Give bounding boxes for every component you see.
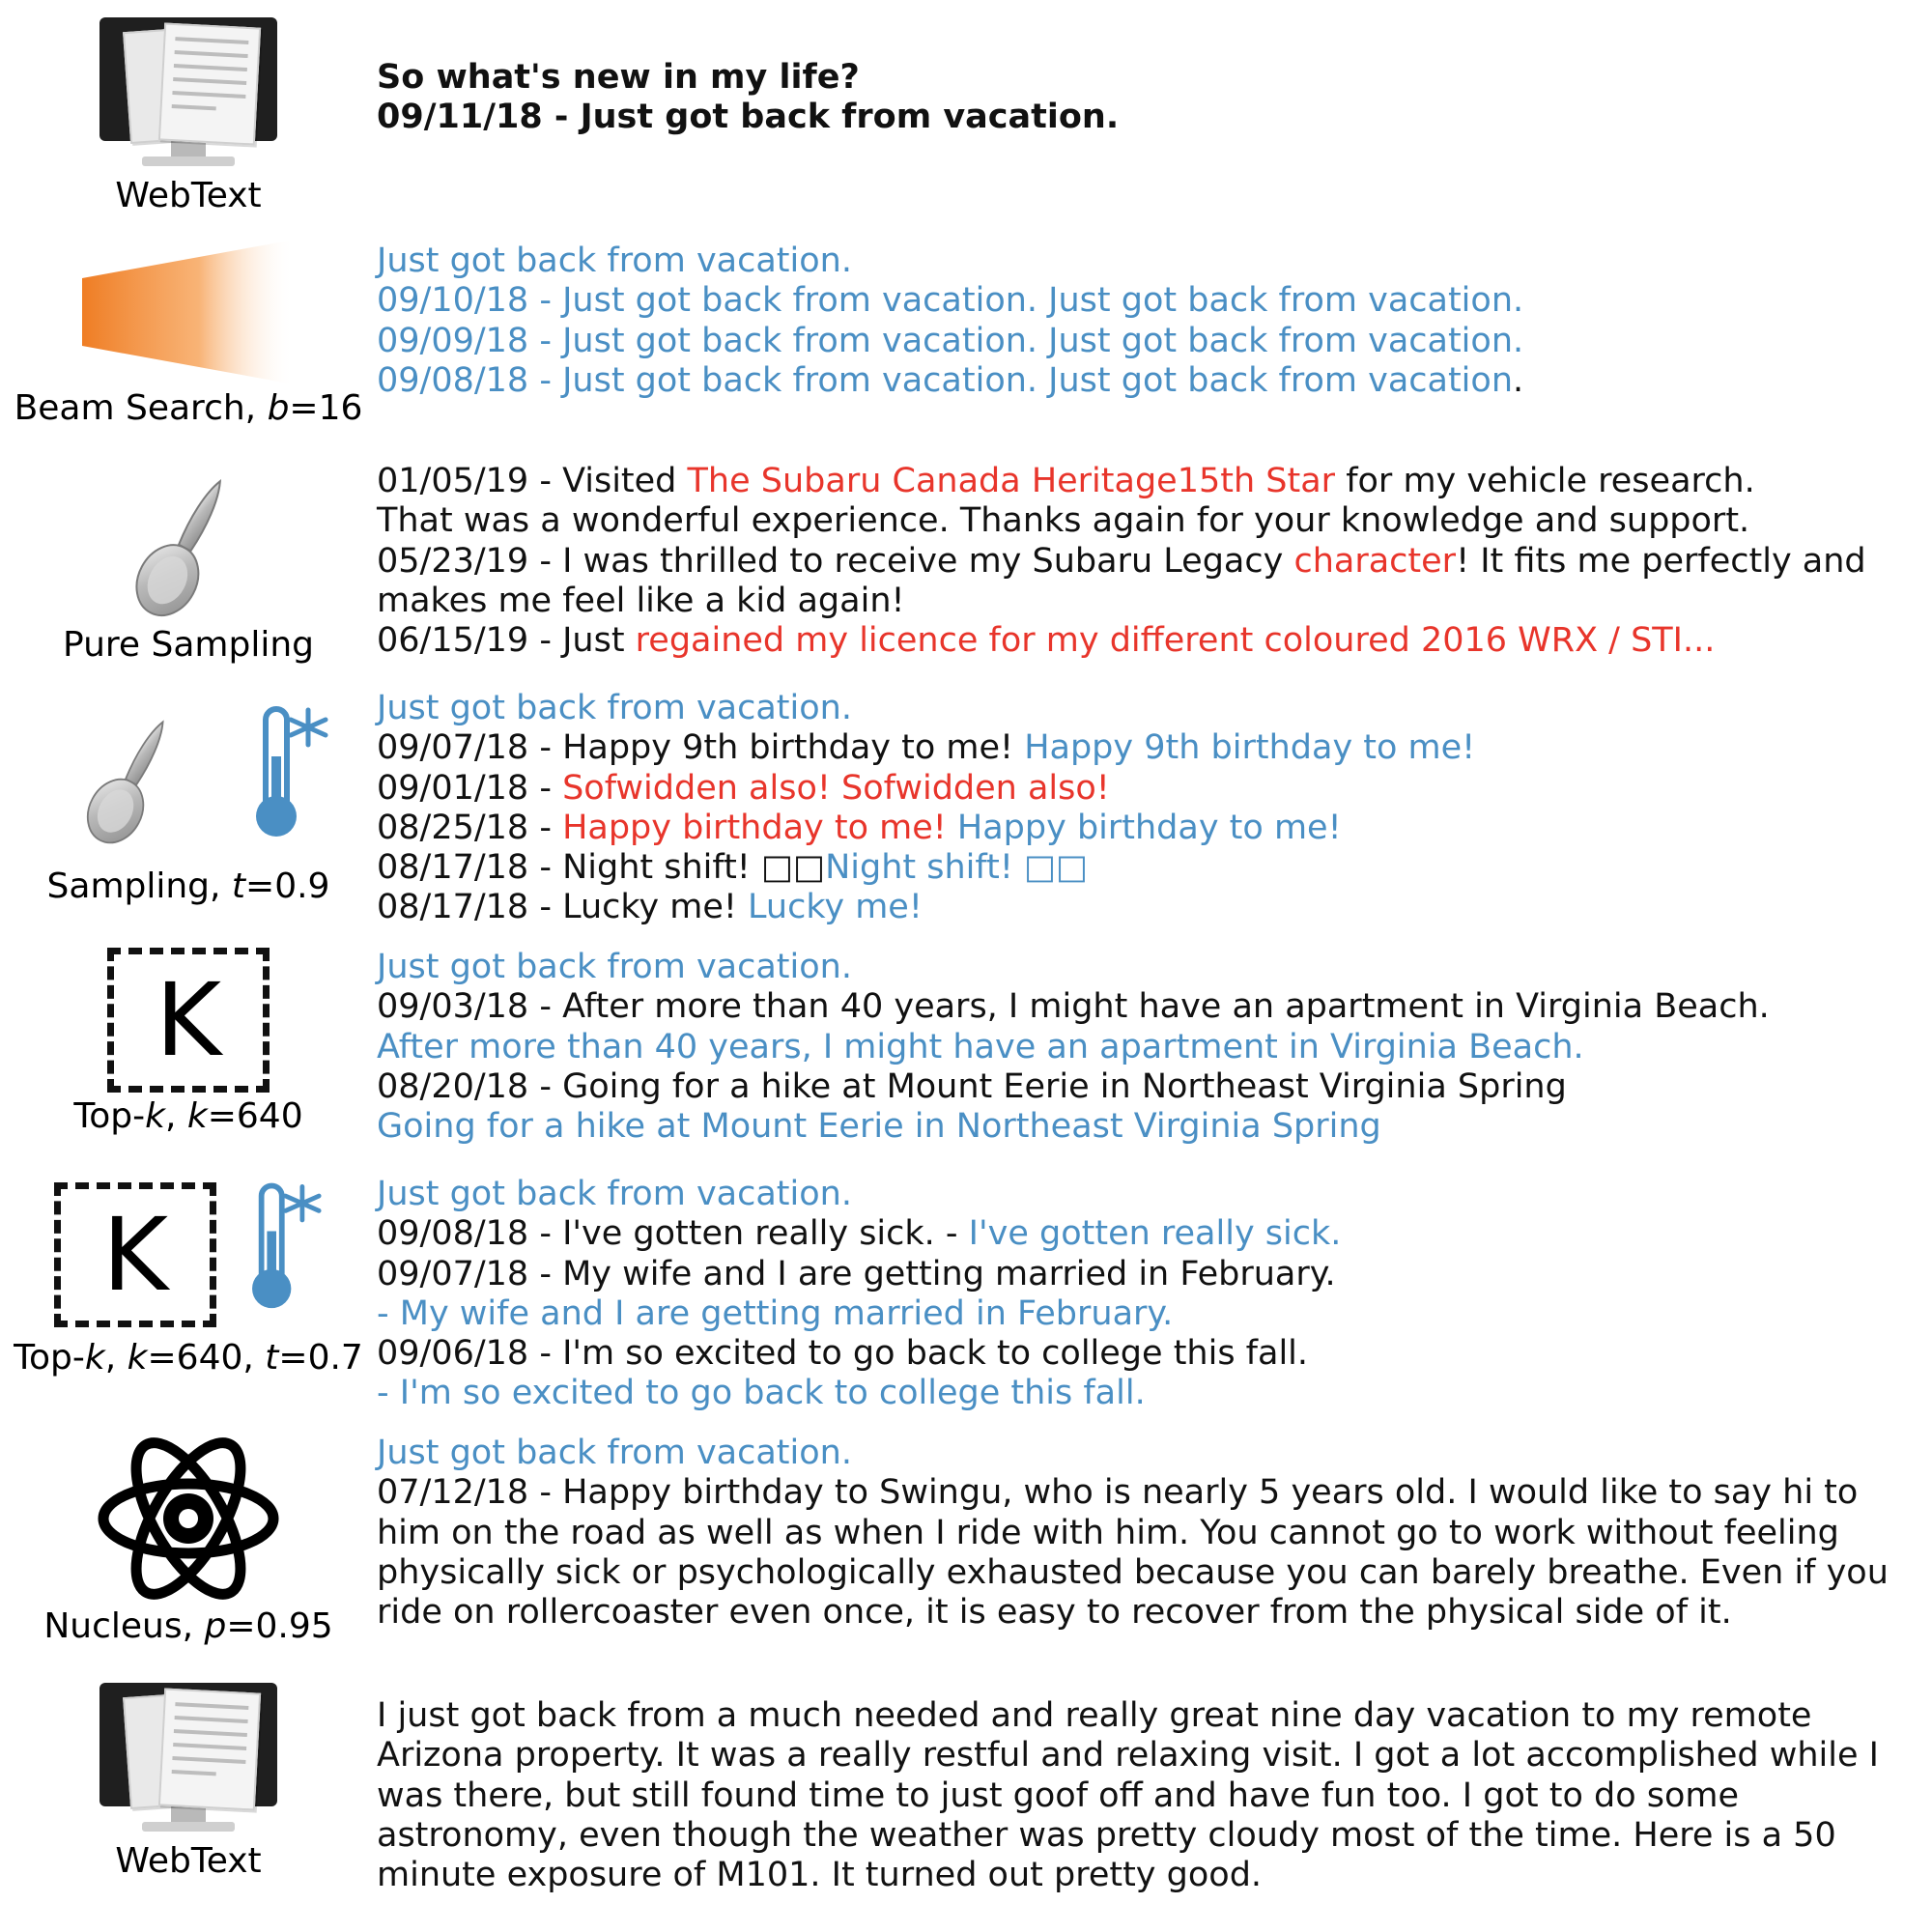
generated-line: - I'm so excited to go back to college this fall. (377, 1374, 1146, 1413)
generated-line: ride on rollercoaster even once, it is easy to recover from the physical side of it. (377, 1593, 1732, 1633)
nucleus-atom-icon (92, 1434, 285, 1603)
webtext-monitor-icon (92, 1683, 285, 1837)
caption-text: Pure Sampling (63, 625, 314, 665)
caption-tail: =0.95 (226, 1606, 333, 1646)
icon-caption-top-k-temperature (14, 1338, 363, 1378)
generated-line: 08/17/18 - Lucky me! Lucky me! (377, 888, 923, 927)
icon-caption-webtext-top (115, 176, 261, 215)
generated-line: I just got back from a much needed and really great nine day vacation to my remote (377, 1696, 1812, 1735)
icon-column (0, 1434, 377, 1646)
row-webtext-prompt (0, 17, 1932, 240)
generated-line: astronomy, even though the weather was pretty cloudy most of the time. Here is a 50 (377, 1815, 1836, 1855)
caption-italic: k (145, 1096, 165, 1136)
icon-column (0, 1683, 377, 1881)
beam-cone-icon (72, 240, 304, 384)
top-k-box-icon (107, 948, 270, 1093)
generated-line: Just got back from vacation. (377, 1175, 852, 1213)
thermometer-icon (230, 1175, 323, 1334)
icon-column (0, 689, 377, 906)
top-k-box-icon (54, 1182, 216, 1327)
generated-line: Just got back from vacation. (377, 242, 852, 280)
text-webtext-gold (377, 1683, 1932, 1895)
generated-line: After more than 40 years, I might have an apartment in Virginia Beach. (377, 1027, 1584, 1066)
generated-line: Arizona property. It was a really restful and relaxing visit. I got a lot accomplished while I (377, 1736, 1879, 1776)
row-top-k-temperature (0, 1175, 1932, 1434)
generated-line: was there, but still found time to just goof off and have fun too. I got to do some (377, 1776, 1740, 1815)
caption-text: Nucleus, (43, 1606, 205, 1646)
text-beam-search (377, 240, 1932, 401)
generated-line: makes me feel like a kid again! (377, 581, 905, 620)
generated-line: - My wife and I are getting married in February. (377, 1293, 1174, 1333)
generated-line: That was a wonderful experience. Thanks again for your knowledge and support. (377, 501, 1750, 541)
generated-line: 09/08/18 - I've gotten really sick. - I've gotten really sick. (377, 1214, 1342, 1254)
icon-column (0, 1175, 377, 1378)
caption-tail: =640 (207, 1096, 303, 1136)
icon-column (0, 240, 377, 428)
webtext-monitor-icon (92, 17, 285, 172)
caption-italic: p (204, 1606, 227, 1646)
generated-line: him on the road as well as when I ride with him. You cannot go to work without feeling (377, 1513, 1839, 1552)
text-top-k (377, 948, 1932, 1147)
row-sampling-t09 (0, 689, 1932, 948)
row-top-k (0, 948, 1932, 1175)
generated-line: 09/06/18 - I'm so excited to go back to college this fall. (377, 1334, 1309, 1374)
caption-italic: k (84, 1338, 105, 1378)
generated-line: minute exposure of M101. It turned out pretty good. (377, 1856, 1263, 1895)
generated-line: 08/17/18 - Night shift! □□Night shift! □□ (377, 848, 1089, 888)
caption-text: WebText (115, 176, 262, 215)
generated-line: 09/01/18 - Sofwidden also! Sofwidden also! (377, 768, 1110, 808)
letter-k: K (101, 1195, 169, 1314)
caption-italic-3: t (265, 1338, 279, 1378)
icon-column (0, 948, 377, 1136)
icon-column (0, 17, 377, 215)
icon-caption-beam-search (14, 388, 363, 428)
generated-line: Just got back from vacation. (377, 689, 852, 727)
caption-italic: t (231, 867, 246, 906)
caption-text: Sampling, (46, 867, 232, 906)
spoon-thermometer-icon (47, 689, 329, 863)
generated-line: 01/05/19 - Visited The Subaru Canada Heritage15th Star for my vehicle research. (377, 462, 1755, 500)
caption-text: WebText (115, 1841, 262, 1881)
text-top-k-temperature (377, 1175, 1932, 1414)
caption-tail: =16 (289, 388, 363, 428)
generated-line: Going for a hike at Mount Eerie in Northeast Virginia Spring (377, 1107, 1381, 1147)
generated-line: 07/12/18 - Happy birthday to Swingu, who is nearly 5 years old. I would like to say hi to (377, 1473, 1859, 1513)
row-webtext-gold (0, 1683, 1932, 1910)
generated-line: 09/07/18 - My wife and I are getting married in February. (377, 1254, 1336, 1293)
generated-line: 05/23/19 - I was thrilled to receive my Subaru Legacy character! It fits me perfectly and (377, 541, 1866, 581)
top-k-temperature-icon (54, 1175, 323, 1334)
text-pure-sampling (377, 462, 1932, 661)
caption-text: Top- (14, 1338, 85, 1378)
spoon-icon (92, 462, 285, 621)
caption-italic-2: k (186, 1096, 208, 1136)
icon-caption-webtext-bottom (115, 1841, 261, 1881)
generated-line: 08/25/18 - Happy birthday to me! Happy birthday to me! (377, 808, 1342, 847)
caption-tail-2: =0.7 (278, 1338, 363, 1378)
icon-caption-top-k (73, 1096, 302, 1136)
generated-line: 09/08/18 - Just got back from vacation. Just got back from vacation. (377, 360, 1524, 400)
generated-line: 09/10/18 - Just got back from vacation. Just got back from vacation. (377, 281, 1524, 321)
caption-text: Top- (73, 1096, 146, 1136)
generated-line: 08/20/18 - Going for a hike at Mount Eerie in Northeast Virginia Spring (377, 1066, 1567, 1106)
caption-italic: b (267, 388, 290, 428)
letter-k: K (155, 961, 222, 1079)
caption-italic-2: k (127, 1338, 148, 1378)
generated-line: 09/09/18 - Just got back from vacation. Just got back from vacation. (377, 321, 1524, 360)
row-nucleus (0, 1434, 1932, 1683)
row-pure-sampling (0, 462, 1932, 689)
icon-caption-sampling-t09 (47, 867, 330, 906)
caption-text: Beam Search, (14, 388, 268, 428)
prompt-line-2: 09/11/18 - Just got back from vacation. (377, 98, 1120, 137)
icon-caption-nucleus (43, 1606, 332, 1646)
icon-column (0, 462, 377, 665)
generated-line: 06/15/19 - Just regained my licence for my different coloured 2016 WRX / STI... (377, 621, 1716, 661)
generated-line: 09/07/18 - Happy 9th birthday to me! Happy 9th birthday to me! (377, 728, 1476, 768)
caption-tail: =640, (147, 1338, 266, 1378)
generated-line: Just got back from vacation. (377, 948, 852, 986)
prompt-line-1: So what's new in my life? (377, 58, 860, 97)
caption-mid: , (164, 1096, 187, 1136)
text-nucleus (377, 1434, 1932, 1633)
caption-mid: , (104, 1338, 128, 1378)
generated-line: 09/03/18 - After more than 40 years, I might have an apartment in Virginia Beach. (377, 987, 1770, 1027)
generated-line: Just got back from vacation. (377, 1434, 852, 1472)
generated-line: physically sick or psychologically exhausted because you can barely breathe. Even if you (377, 1552, 1889, 1592)
thermometer-icon (233, 698, 329, 863)
text-webtext-prompt (377, 17, 1932, 138)
row-beam-search (0, 240, 1932, 462)
icon-caption-pure-sampling (63, 625, 314, 665)
spoon-icon (47, 689, 221, 863)
caption-tail: =0.9 (245, 867, 330, 906)
text-sampling-t09 (377, 689, 1932, 928)
